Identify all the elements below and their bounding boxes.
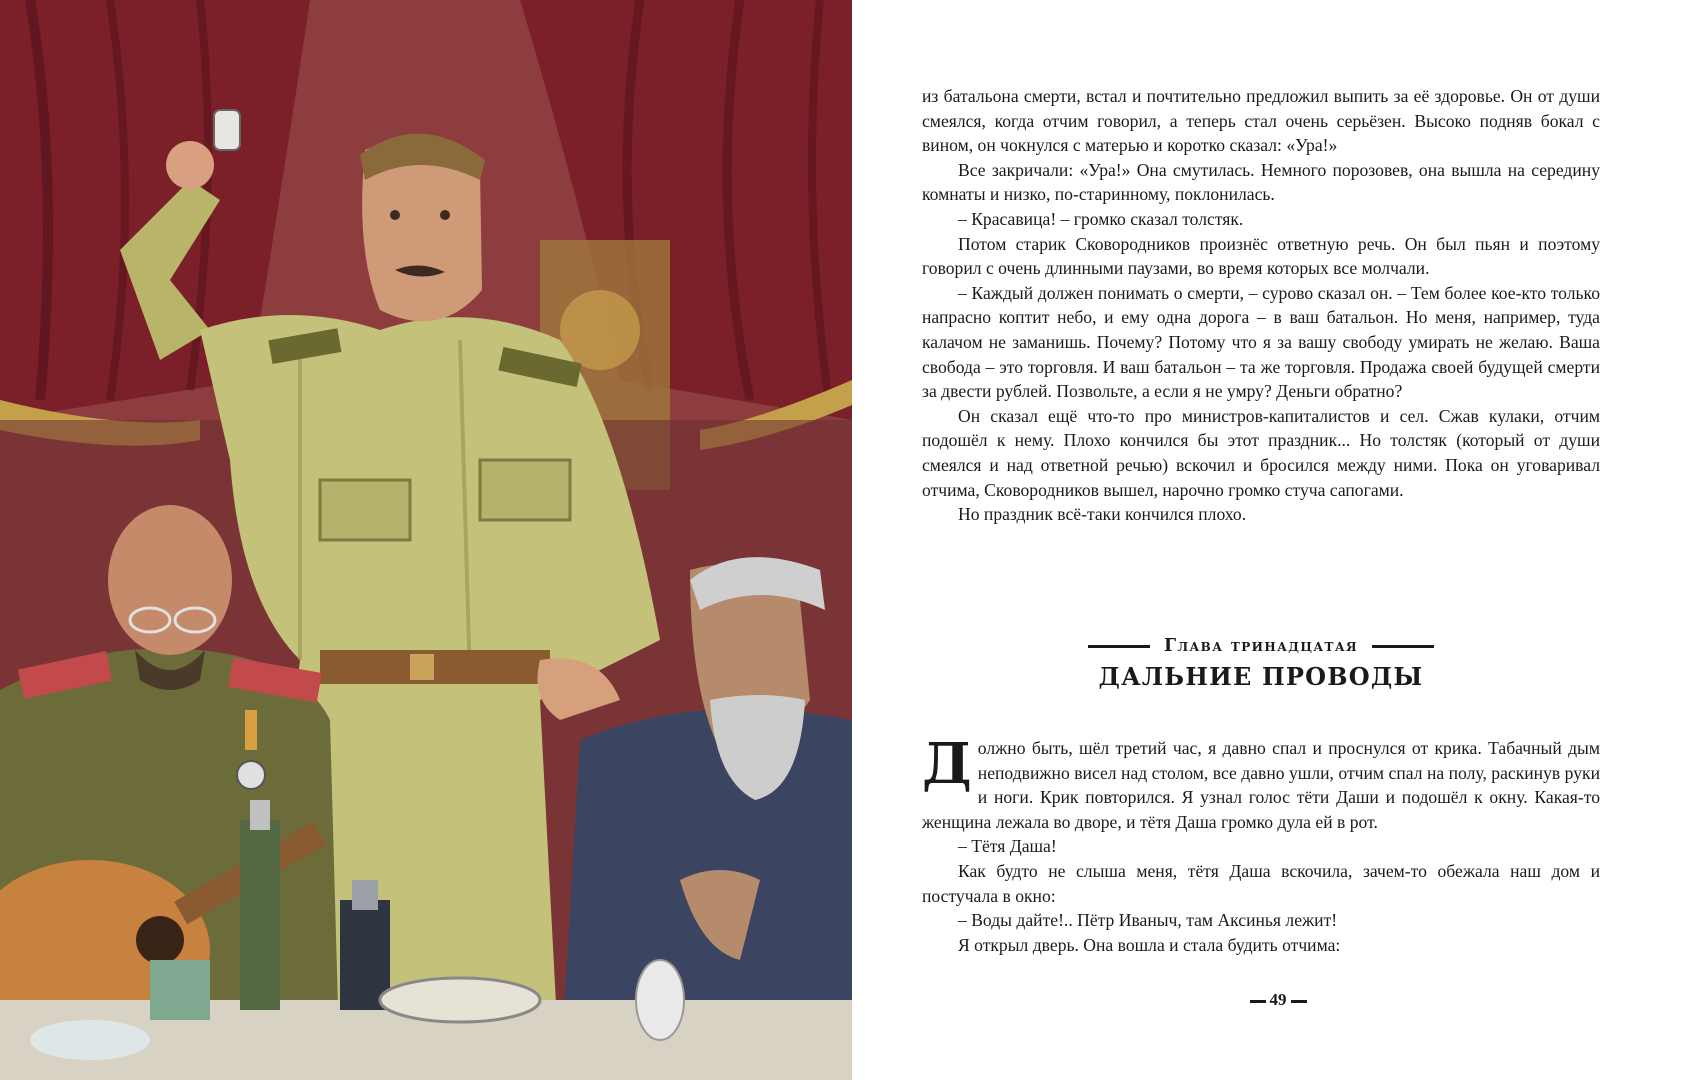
page-number <box>852 990 1704 1010</box>
page-number-dash-left <box>1250 1000 1266 1003</box>
paragraph: Но праздник всё-таки кончился плохо. <box>958 504 1247 525</box>
chapter-title: ДАЛЬНИЕ ПРОВОДЫ <box>1098 662 1424 691</box>
chapter-number: Глава тринадцатая <box>1163 636 1358 656</box>
page-number-dash-right <box>1291 1000 1307 1003</box>
paragraph: Все закричали: «Ура!» Она смутилась. Немного порозовев, она вышла на середину комнаты и низко, по-старинному, поклонилась. <box>922 159 1600 205</box>
paragraph: – Каждый должен понимать о смерти, – сурово сказал он. – Тем более кое-кто только напрасно коптит небо, и ему одна дорога – в ваш батальон. Но меня, например, туда калачом не заманишь. Почему? Потому что я за вашу свободу умирать не желаю. Ваша свобода – это торговля. И ваш батальон – та же торговля. Продажа своей будущей смерти за двести рублей. Позвольте, а если я не умру? Деньги обратно? <box>922 282 1600 402</box>
chapter-number-line <box>922 636 1600 656</box>
story-text-top <box>922 84 1600 527</box>
first-paragraph <box>922 731 1600 834</box>
page-number-value: 49 <box>1269 990 1287 1009</box>
rule-right <box>1372 645 1434 648</box>
paragraph: из батальона смерти, встал и почтительно предложил выпить за её здоровье. Он от души смеялся, когда отчим говорил, а теперь стал очень серьёзен. Высоко подняв бокал с вином, он чокнулся с матерью и коротко сказал: «Ура!» <box>922 86 1600 156</box>
drop-cap: Д <box>922 731 972 797</box>
paragraph: Как будто не слыша меня, тётя Даша вскочила, зачем-то обежала наш дом и постучала в окно: <box>922 860 1600 906</box>
text-page <box>852 0 1704 1080</box>
rule-left <box>1088 645 1150 648</box>
paragraph: – Тётя Даша! <box>958 836 1057 857</box>
paragraph: – Воды дайте!.. Пётр Иваныч, там Аксинья лежит! <box>958 910 1338 931</box>
first-paragraph-text: олжно быть, шёл третий час, я давно спал и проснулся от крика. Табачный дым неподвижно висел над столом, все давно ушли, отчим спал на полу, раскинув руки и ноги. Крик повторился. Я узнал голос тёти Даши и подошёл к окну. Какая-то женщина лежала во дворе, и тётя Даша громко дула ей в рот. <box>922 738 1600 832</box>
paragraph: Он сказал ещё что-то про министров-капиталистов и сел. Сжав кулаки, отчим подошёл к нему. Плохо кончился бы этот праздник... Но толстяк (который от души смеялся и над ответной речью) вскочил и бросился между ними. Пока он уговаривал отчима, Сковородников вышел, нарочно громко стуча сапогами. <box>922 405 1600 500</box>
story-text-bottom <box>922 731 1600 957</box>
paragraph: Потом старик Сковородников произнёс ответную речь. Он был пьян и поэтому говорил с очень длинными паузами, во время которых все молчали. <box>922 233 1600 279</box>
paragraph: – Красавица! – громко сказал толстяк. <box>958 208 1244 229</box>
chapter-heading <box>922 636 1600 691</box>
paragraph: Я открыл дверь. Она вошла и стала будить отчима: <box>958 934 1341 955</box>
